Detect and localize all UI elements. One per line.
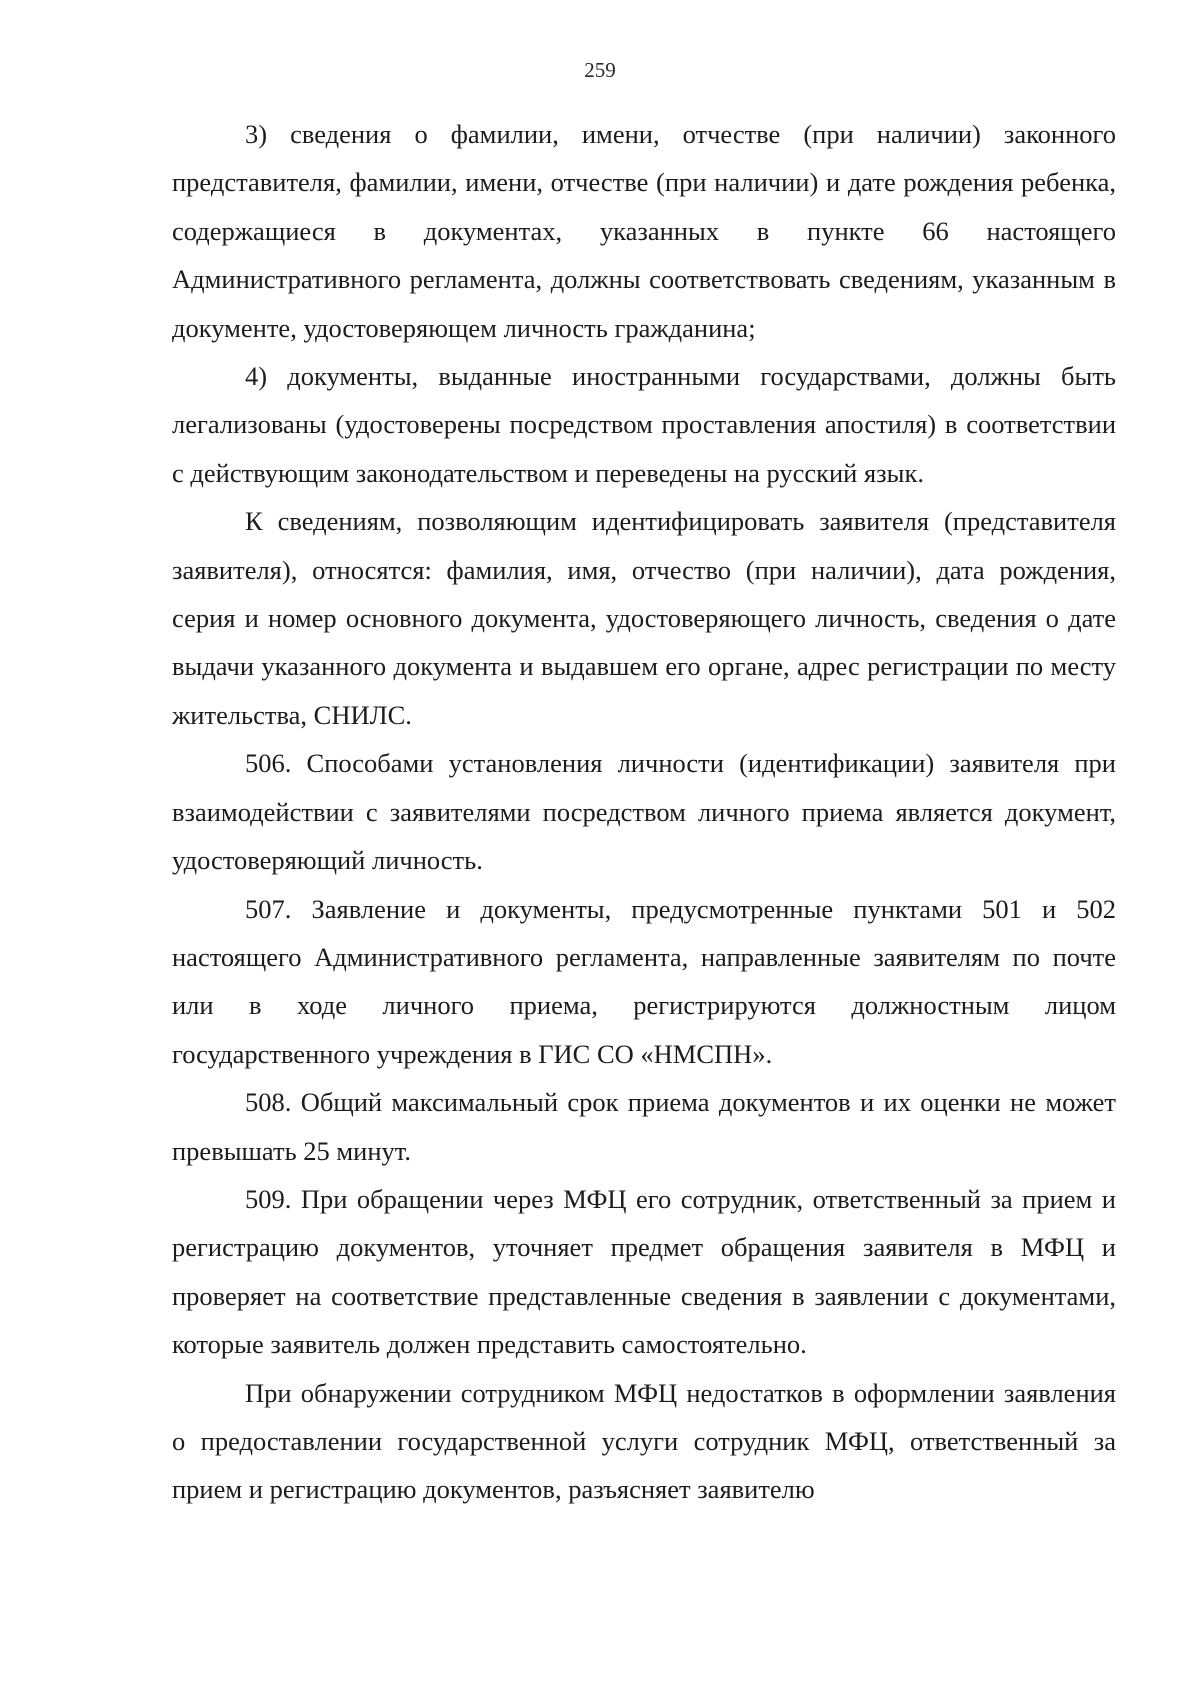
paragraph-mfc-deficiencies: При обнаружении сотрудником МФЦ недостатков в оформлении заявления о предоставлении государственной услуги сотрудник МФЦ, ответственный за прием и регистрацию документов, разъясняет заявителю	[172, 1377, 1116, 1505]
document-body	[172, 110, 1116, 1514]
paragraph-clause-509: 509. При обращении через МФЦ его сотрудник, ответственный за прием и регистрацию документов, уточняет предмет обращения заявителя в МФЦ и проверяет на соответствие представленные сведения в заявлении с документами, которые заявитель должен представить самостоятельно.	[172, 1183, 1116, 1360]
paragraph-identification-data: К сведениям, позволяющим идентифицировать заявителя (представителя заявителя), относятся: фамилия, имя, отчество (при наличии), дата рождения, серия и номер основного документа, удостоверяющего личность, сведения о дате выдачи указанного документа и выдавшем его органе, адрес регистрации по месту жительства, СНИЛС.	[172, 506, 1116, 730]
paragraph-item-3-legal-representative-info: 3) сведения о фамилии, имени, отчестве (при наличии) законного представителя, фамилии, имени, отчестве (при наличии) и дате рождения ребенка, содержащиеся в документах, указанных в пункте 66 настоящего Административного регламента, должны соответствовать сведениям, указанным в документе, удостоверяющем личность гражданина;	[172, 119, 1116, 343]
paragraph-clause-508: 508. Общий максимальный срок приема документов и их оценки не может превышать 25 минут.	[172, 1087, 1116, 1166]
paragraph-item-4-foreign-documents: 4) документы, выданные иностранными государствами, должны быть легализованы (удостоверены посредством проставления апостиля) в соответствии с действующим законодательством и переведены на русский язык.	[172, 361, 1116, 488]
page-number: 259	[584, 58, 616, 82]
paragraph-clause-506: 506. Способами установления личности (идентификации) заявителя при взаимодействии с заявителями посредством личного приема является документ, удостоверяющий личность.	[172, 748, 1116, 876]
paragraph-clause-507: 507. Заявление и документы, предусмотренные пунктами 501 и 502 настоящего Административного регламента, направленные заявителям по почте или в ходе личного приема, регистрируются должностным лицом государственного учреждения в ГИС СО «НМСПН».	[172, 893, 1116, 1069]
